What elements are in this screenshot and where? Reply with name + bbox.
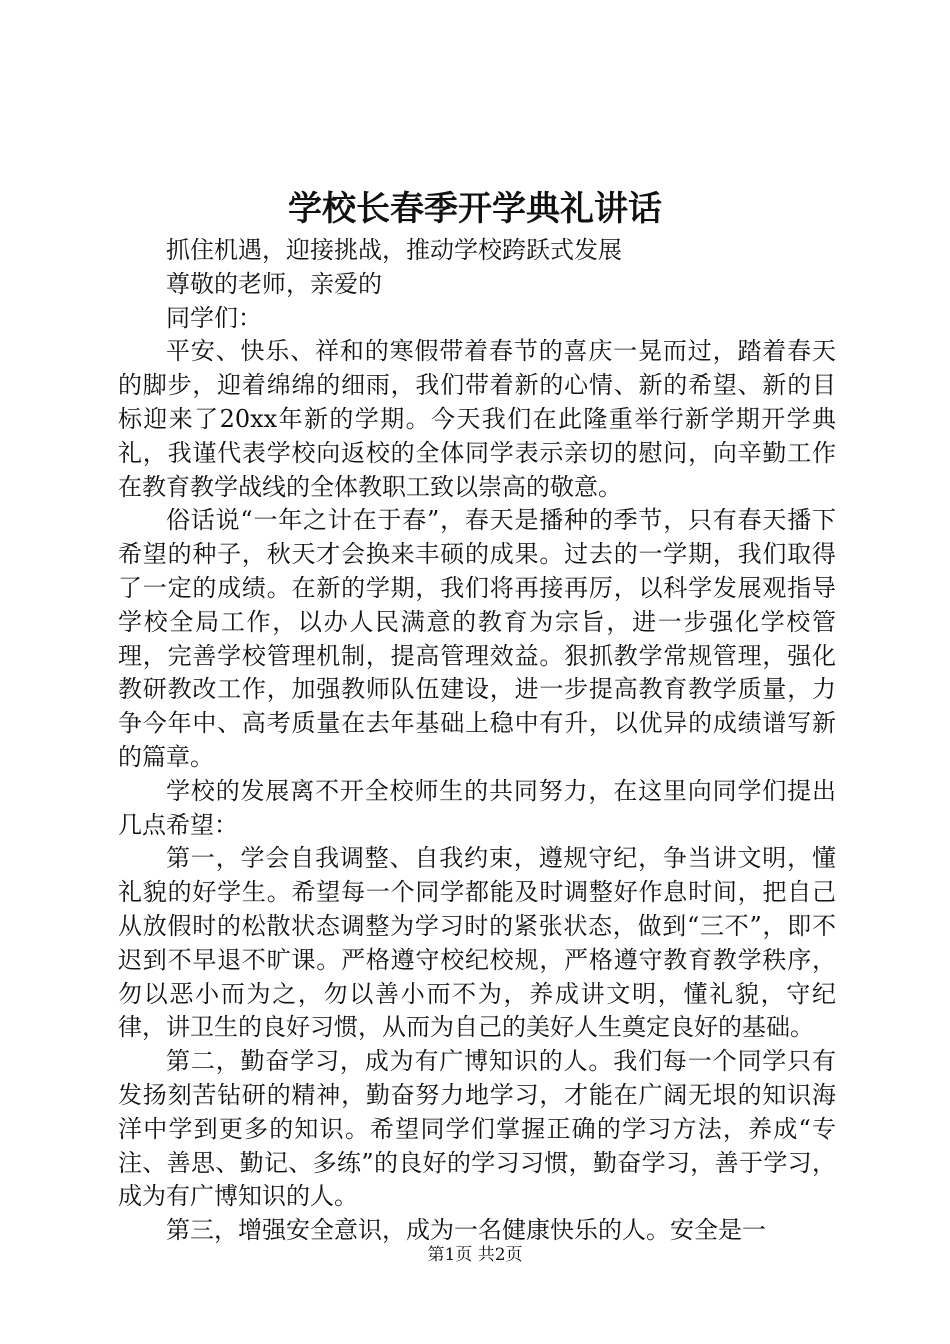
document-title: 学校长春季开学典礼讲话 <box>288 189 662 229</box>
body-paragraph: 平安、快乐、祥和的寒假带着春节的喜庆一晃而过，踏着春天的脚步，迎着绵绵的细雨，我们带着新的心情、新的希望、新的目标迎来了20xx年新的学期。今天我们在此隆重举行新学期开学典礼，我谨代表学校向返校的全体同学表示亲切的慰问，向辛勤工作在教育教学战线的全体教职工致以崇高的敬意。 <box>118 337 836 501</box>
salutation-paragraph: 尊敬的老师，亲爱的 <box>166 269 382 298</box>
body-paragraph: 学校的发展离不开全校师生的共同努力，在这里向同学们提出几点希望： <box>118 776 836 839</box>
body-paragraph: 第三，增强安全意识，成为一名健康快乐的人。安全是一 <box>166 1216 766 1245</box>
document-body <box>118 234 836 1248</box>
body-paragraph: 俗话说“一年之计在于春”，春天是播种的季节，只有春天播下希望的种子，秋天才会换来丰硕的成果。过去的一学期，我们取得了一定的成绩。在新的学期，我们将再接再厉，以科学发展观指导学校全局工作，以办人民满意的教育为宗旨，进一步强化学校管理，完善学校管理机制，提高管理效益。狠抓教学常规管理，强化教研教改工作，加强教师队伍建设，进一步提高教育教学质量，力争今年中、高考质量在去年基础上稳中有升，以优异的成绩谱写新的篇章。 <box>118 506 836 771</box>
body-paragraph: 第一，学会自我调整、自我约束，遵规守纪，争当讲文明，懂礼貌的好学生。希望每一个同学都能及时调整好作息时间，把自己从放假时的松散状态调整为学习时的紧张状态，做到“三不”，即不迟到不早退不旷课。严格遵守校纪校规，严格遵守教育教学秩序，勿以恶小而为之，勿以善小而不为，养成讲文明，懂礼貌，守纪律，讲卫生的良好习惯，从而为自己的美好人生奠定良好的基础。 <box>118 844 836 1042</box>
subtitle-paragraph: 抓住机遇，迎接挑战，推动学校跨跃式发展 <box>166 236 622 264</box>
body-paragraph: 第二，勤奋学习，成为有广博知识的人。我们每一个同学只有发扬刻苦钻研的精神，勤奋努力地学习，才能在广阔无垠的知识海洋中学到更多的知识。希望同学们掌握正确的学习方法，养成“专注、善思、勤记、多练”的良好的学习习惯，勤奋学习，善于学习，成为有广博知识的人。 <box>118 1047 836 1211</box>
salutation-continued-paragraph: 同学们： <box>166 303 262 332</box>
page-number-footer: 第1页 共2页 <box>427 1245 523 1265</box>
